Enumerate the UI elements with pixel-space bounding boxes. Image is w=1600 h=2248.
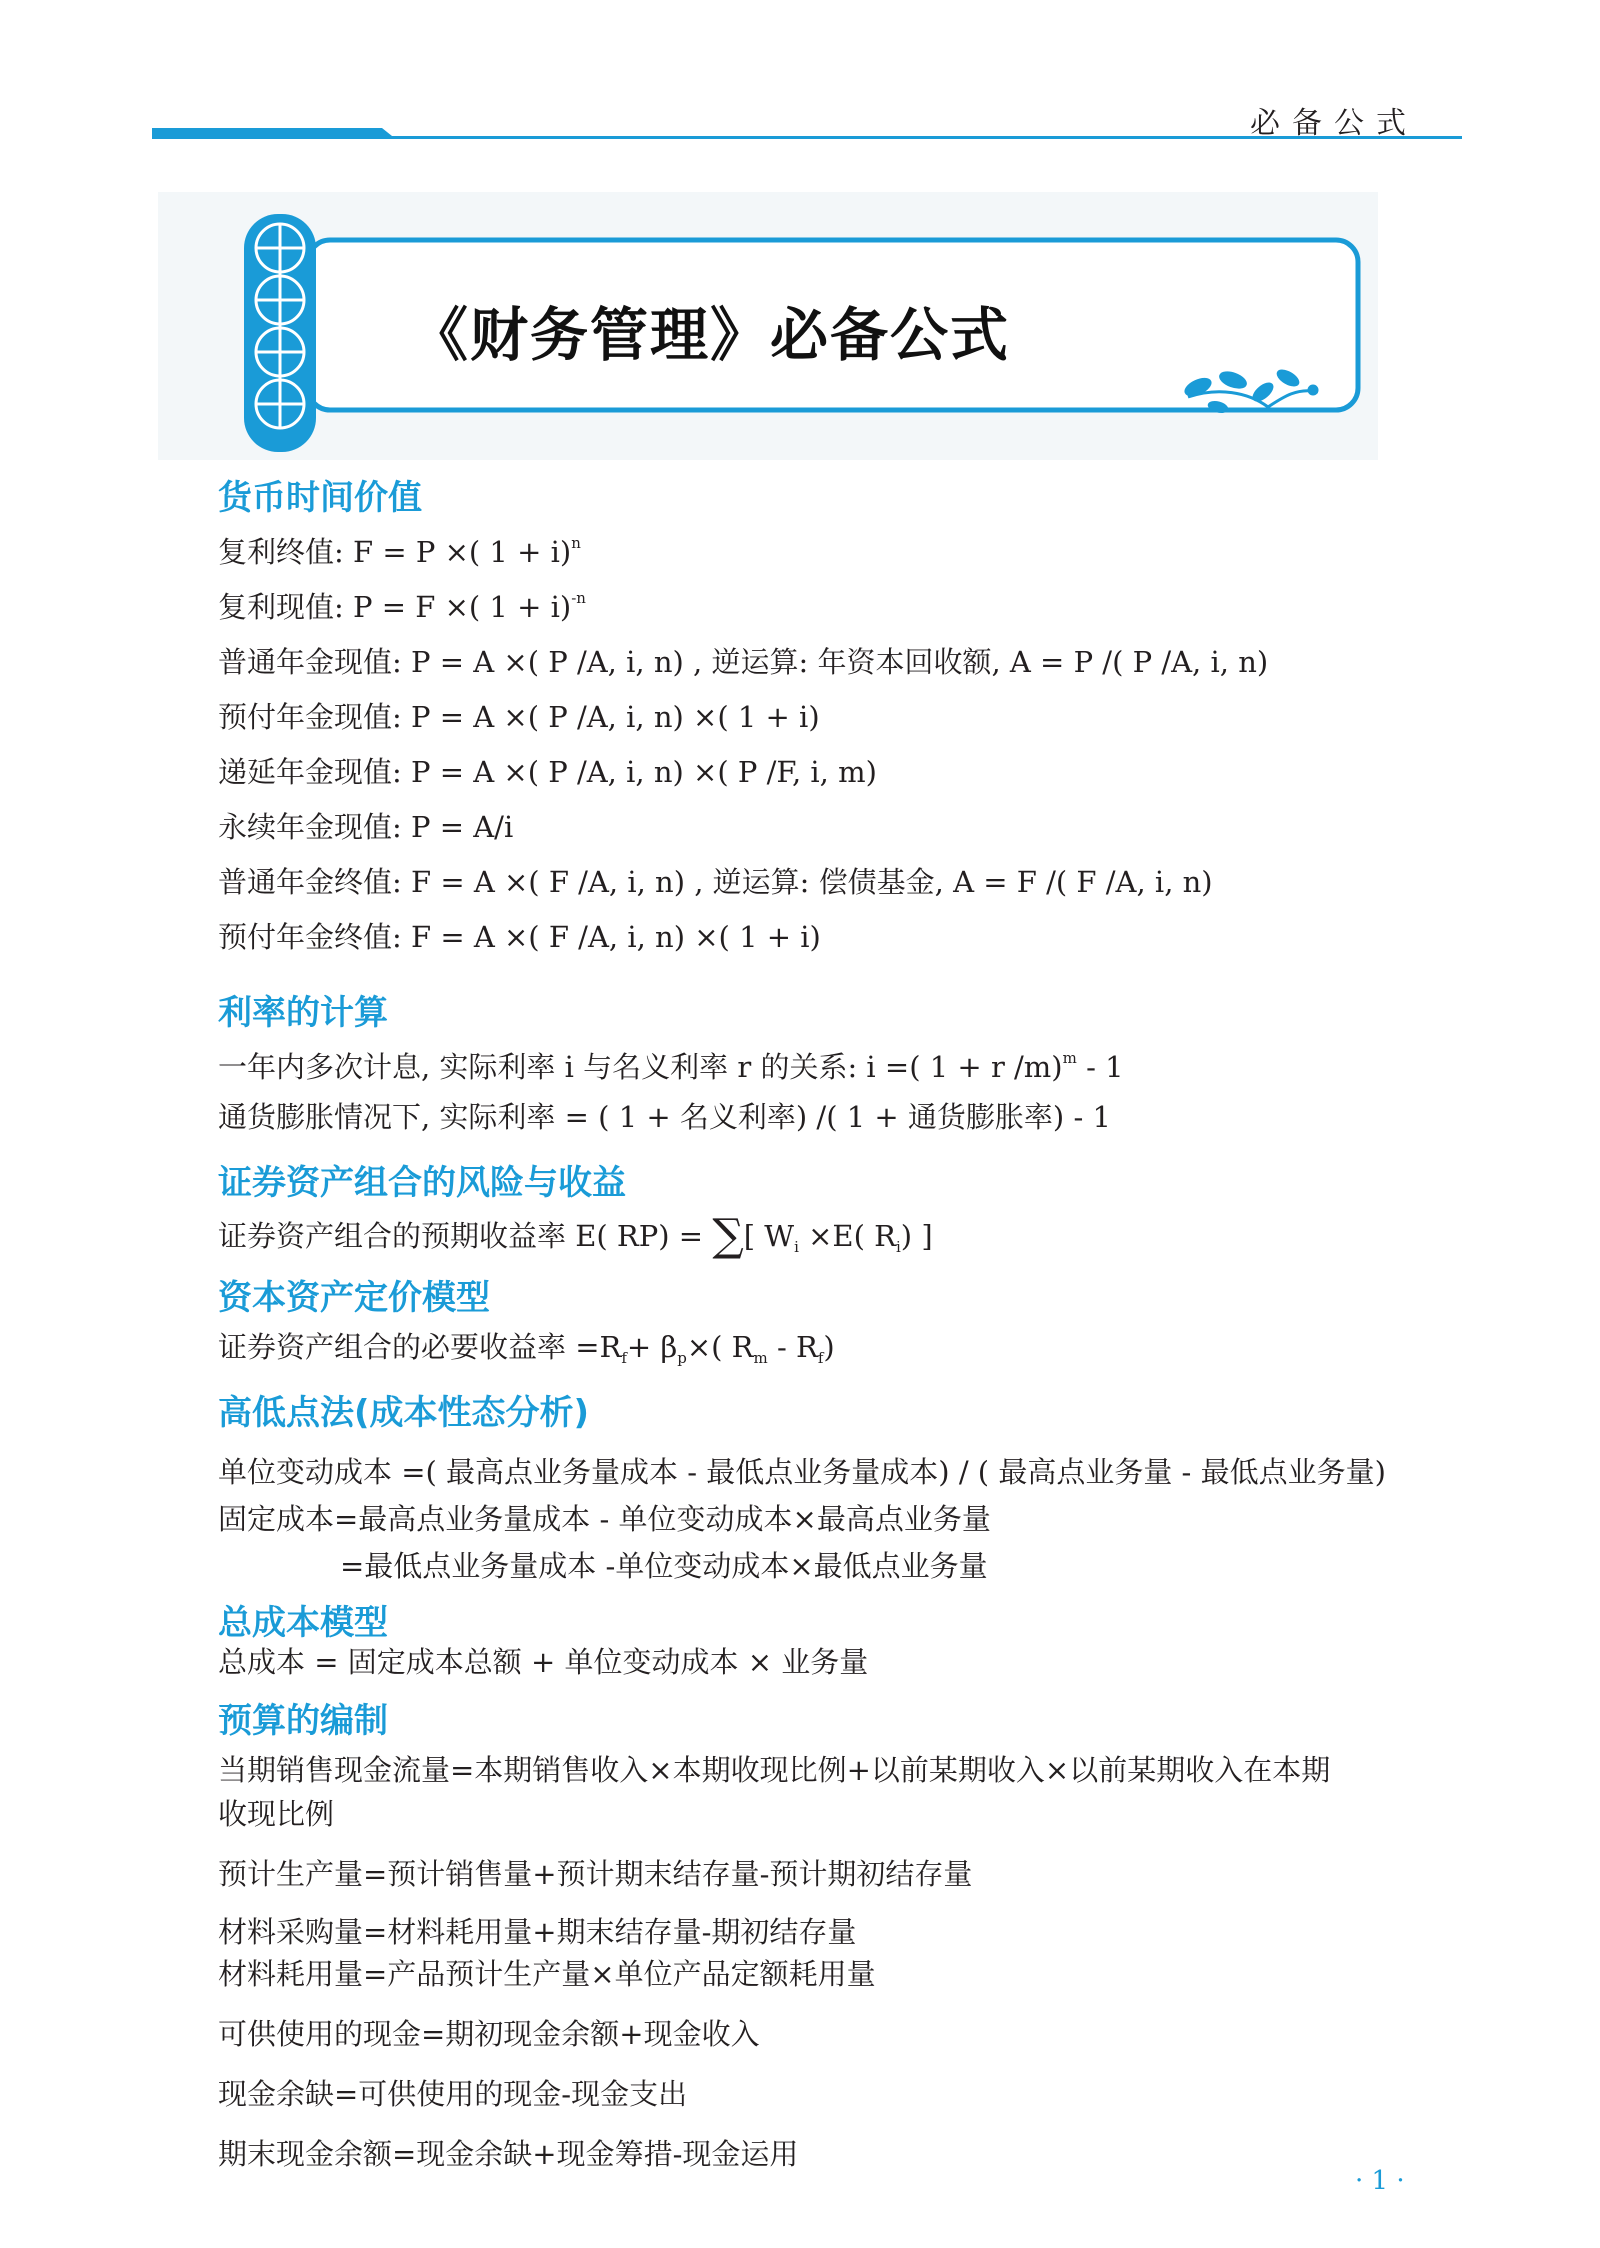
page-title: 《财务管理》必备公式 bbox=[409, 301, 1010, 369]
formula-annuity-due-fv: 预付年金终值: F = A ×( F /A, i, n) ×( 1 + i) bbox=[218, 920, 821, 954]
formula-exponent: m bbox=[1062, 1049, 1077, 1067]
formula-deferred-annuity-pv: 递延年金现值: P = A ×( P /A, i, n) ×( P /F, i, m) bbox=[218, 755, 877, 789]
formula-subscript: i bbox=[895, 1238, 901, 1256]
formula-annuity-fv: 普通年金终值: F = A ×( F /A, i, n) , 逆运算: 偿债基金, A = F /( F /A, i, n) bbox=[218, 865, 1213, 899]
formula-text: 证券资产组合的必要收益率 =R bbox=[218, 1330, 622, 1364]
formula-text: - 1 bbox=[1076, 1050, 1124, 1084]
section-title-capm: 资本资产定价模型 bbox=[218, 1278, 490, 1318]
formula-text: 复利终值: F = P ×( 1 + i) bbox=[218, 535, 572, 569]
formula-cash-surplus: 现金余缺=可供使用的现金-现金支出 bbox=[218, 2077, 688, 2111]
formula-sales-cash-flow-cont: 收现比例 bbox=[218, 1797, 335, 1831]
formula-subscript: p bbox=[677, 1349, 687, 1367]
formula-text: ×E( R bbox=[798, 1219, 896, 1253]
formula-compound-fv bbox=[218, 530, 581, 571]
formula-text: ×( R bbox=[686, 1330, 754, 1364]
formula-material-usage: 材料耗用量=产品预计生产量×单位产品定额耗用量 bbox=[218, 1957, 876, 1991]
formula-text: ) ] bbox=[900, 1219, 933, 1253]
formula-real-rate: 通货膨胀情况下, 实际利率 = ( 1 + 名义利率) /( 1 + 通货膨胀率) - 1 bbox=[218, 1100, 1111, 1134]
formula-text: 复利现值: P = F ×( 1 + i) bbox=[218, 590, 572, 624]
header-label: 必备公式 bbox=[1250, 106, 1418, 141]
section-title-interest: 利率的计算 bbox=[218, 993, 388, 1033]
formula-exponent: n bbox=[571, 534, 581, 552]
section-title-highlow: 高低点法(成本性态分析) bbox=[218, 1393, 590, 1433]
formula-total-cost: 总成本 = 固定成本总额 + 单位变动成本 × 业务量 bbox=[218, 1645, 869, 1679]
section-title-budget: 预算的编制 bbox=[218, 1701, 388, 1741]
formula-available-cash: 可供使用的现金=期初现金余额+现金收入 bbox=[218, 2017, 760, 2051]
formula-compound-pv bbox=[218, 585, 586, 626]
sigma-symbol: ∑ bbox=[712, 1210, 744, 1261]
section-title-totalcost: 总成本模型 bbox=[218, 1603, 388, 1643]
formula-portfolio-return bbox=[218, 1210, 933, 1261]
formula-text: ) bbox=[823, 1330, 835, 1364]
formula-annuity-due-pv: 预付年金现值: P = A ×( P /A, i, n) ×( 1 + i) bbox=[218, 700, 820, 734]
formula-unit-variable-cost: 单位变动成本 =( 最高点业务量成本 - 最低点业务量成本) / ( 最高点业务量 - 最低点业务量) bbox=[218, 1455, 1386, 1489]
section-title-portfolio: 证券资产组合的风险与收益 bbox=[218, 1163, 626, 1203]
formula-ending-cash: 期末现金余额=现金余缺+现金筹措-现金运用 bbox=[218, 2137, 799, 2171]
formula-annuity-pv: 普通年金现值: P = A ×( P /A, i, n) , 逆运算: 年资本回收额, A = P /( P /A, i, n) bbox=[218, 645, 1269, 679]
formula-perpetuity-pv: 永续年金现值: P = A/i bbox=[218, 810, 514, 844]
formula-subscript: f bbox=[621, 1349, 627, 1367]
formula-material-purchase: 材料采购量=材料耗用量+期末结存量-期初结存量 bbox=[218, 1915, 857, 1949]
formula-text: 一年内多次计息, 实际利率 i 与名义利率 r 的关系: i =( 1 + r /m) bbox=[218, 1050, 1063, 1084]
formula-exponent: -n bbox=[571, 589, 586, 607]
formula-text: + β bbox=[626, 1330, 678, 1364]
formula-subscript: m bbox=[753, 1349, 768, 1367]
page-number: · 1 · bbox=[1355, 2166, 1405, 2196]
formula-sales-cash-flow: 当期销售现金流量=本期销售收入×本期收现比例+以前某期收入×以前某期收入在本期 bbox=[218, 1753, 1331, 1787]
formula-subscript: f bbox=[817, 1349, 824, 1367]
formula-text: 证券资产组合的预期收益率 E( RP) = bbox=[218, 1219, 713, 1253]
formula-subscript: i bbox=[794, 1238, 799, 1256]
formula-text: - R bbox=[767, 1330, 818, 1364]
formula-fixed-cost-alt: =最低点业务量成本 -单位变动成本×最低点业务量 bbox=[340, 1549, 988, 1583]
formula-capm bbox=[218, 1325, 835, 1367]
formula-fixed-cost: 固定成本=最高点业务量成本 - 单位变动成本×最高点业务量 bbox=[218, 1502, 991, 1536]
formula-effective-rate bbox=[218, 1045, 1124, 1086]
section-title-tvm: 货币时间价值 bbox=[218, 478, 422, 518]
formula-production-volume: 预计生产量=预计销售量+预计期末结存量-预计期初结存量 bbox=[218, 1857, 973, 1891]
formula-text: [ W bbox=[743, 1219, 795, 1253]
